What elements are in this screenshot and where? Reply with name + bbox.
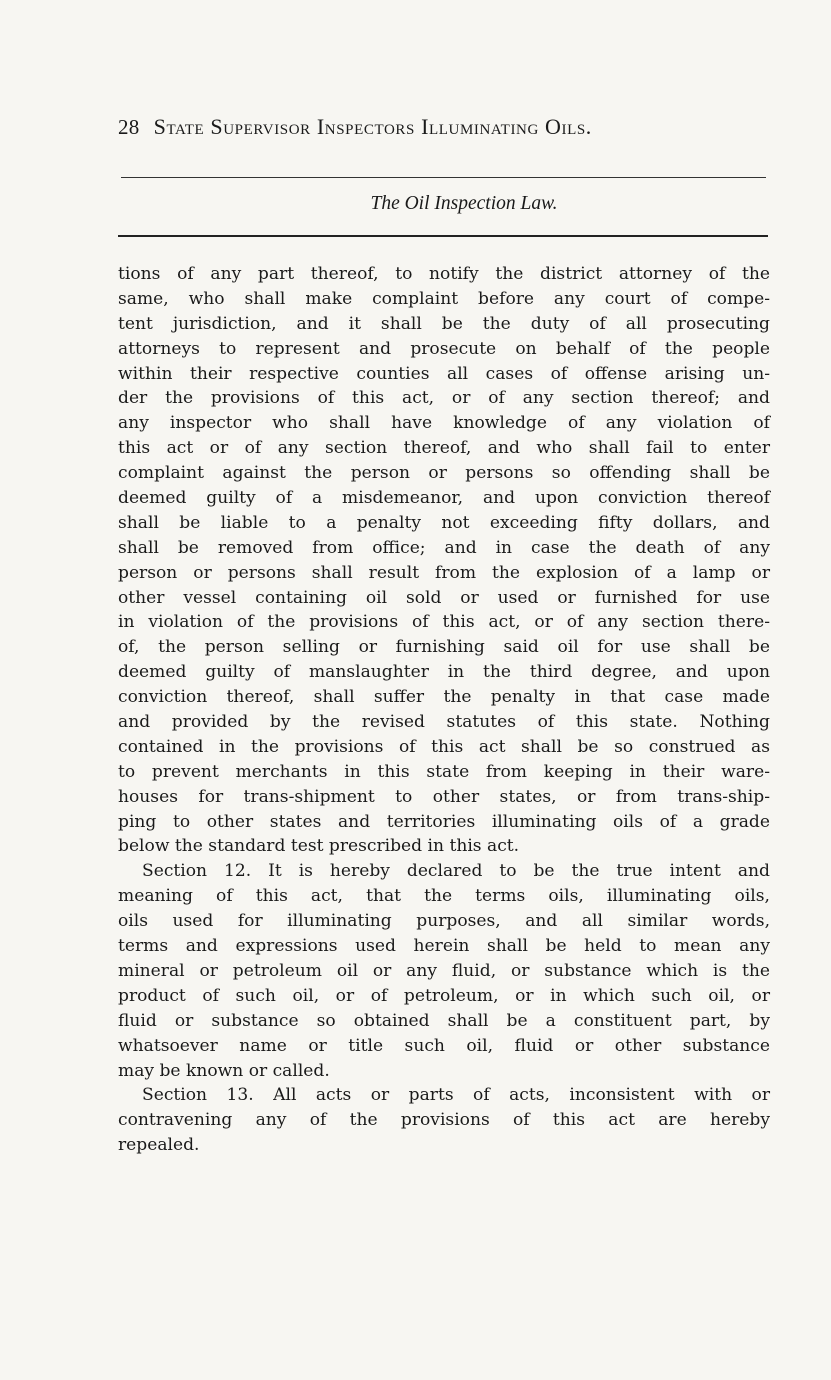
text-line: may be known or called. [118, 1060, 330, 1081]
document-page [118, 114, 770, 1158]
text-line: contravening any of the provisions of this act are hereby [118, 1110, 770, 1131]
text-line: product of such oil, or of petroleum, or in which such oil, or [118, 985, 770, 1006]
text-line: other vessel containing oil sold or used or furnished for use [118, 587, 770, 608]
text-line: contained in the provisions of this act shall be so construed as [118, 736, 770, 757]
text-line: deemed guilty of manslaughter in the third degree, and upon [118, 662, 770, 683]
text-line: within their respective counties all cases of offense arising un- [118, 363, 770, 384]
text-line: oils used for illuminating purposes, and all similar words, [118, 911, 770, 932]
header-rule-bottom [118, 235, 768, 237]
text-line: tions of any part thereof, to notify the district attorney of the [118, 264, 770, 284]
section-12-first-line: Section 12. It is hereby declared to be the true intent and [142, 861, 770, 882]
text-line: any inspector who shall have knowledge of any violation of [118, 413, 770, 434]
text-line: mineral or petroleum oil or any fluid, or substance which is the [118, 960, 770, 981]
text-line: and provided by the revised statutes of this state. Nothing [118, 712, 770, 733]
running-title: State Supervisor Inspectors Illuminating Oils. [153, 114, 592, 139]
text-line: terms and expressions used herein shall be held to mean any [118, 936, 770, 957]
text-line: shall be removed from office; and in case the death of any [118, 537, 770, 558]
text-line: fluid or substance so obtained shall be a constituent part, by [118, 1010, 770, 1031]
text-line: whatsoever name or title such oil, fluid or other substance [118, 1035, 770, 1056]
text-line: complaint against the person or persons so offending shall be [118, 463, 770, 484]
section-title: The Oil Inspection Law. [370, 193, 558, 214]
text-line: houses for trans-shipment to other states, or from trans-ship- [118, 786, 770, 807]
header-rule-top [121, 177, 766, 178]
text-line: ping to other states and territories illuminating oils of a grade [118, 811, 770, 832]
text-line: conviction thereof, shall suffer the penalty in that case made [118, 687, 770, 708]
running-header [118, 114, 770, 140]
text-line: shall be liable to a penalty not exceeding fifty dollars, and [118, 512, 770, 533]
text-line: in violation of the provisions of this act, or of any section there- [118, 612, 770, 633]
text-line: attorneys to represent and prosecute on behalf of the people [118, 338, 770, 359]
text-line: of, the person selling or furnishing said oil for use shall be [118, 637, 770, 658]
text-line: below the standard test prescribed in this act. [118, 836, 520, 857]
text-line: deemed guilty of a misdemeanor, and upon conviction thereof [118, 488, 770, 509]
text-line: person or persons shall result from the explosion of a lamp or [118, 562, 770, 583]
text-line: meaning of this act, that the terms oils, illuminating oils, [118, 886, 770, 907]
text-line: repealed. [118, 1135, 200, 1156]
text-line: to prevent merchants in this state from keeping in their ware- [118, 761, 770, 782]
text-line: same, who shall make complaint before any court of compe- [118, 288, 770, 309]
text-line: tent jurisdiction, and it shall be the duty of all prosecuting [118, 313, 770, 334]
page-number: 28 [118, 115, 140, 139]
body-text [118, 262, 770, 1158]
text-line: this act or of any section thereof, and who shall fail to enter [118, 438, 770, 459]
text-line: der the provisions of this act, or of any section thereof; and [118, 388, 770, 409]
section-13-first-line: Section 13. All acts or parts of acts, inconsistent with or [142, 1085, 770, 1106]
